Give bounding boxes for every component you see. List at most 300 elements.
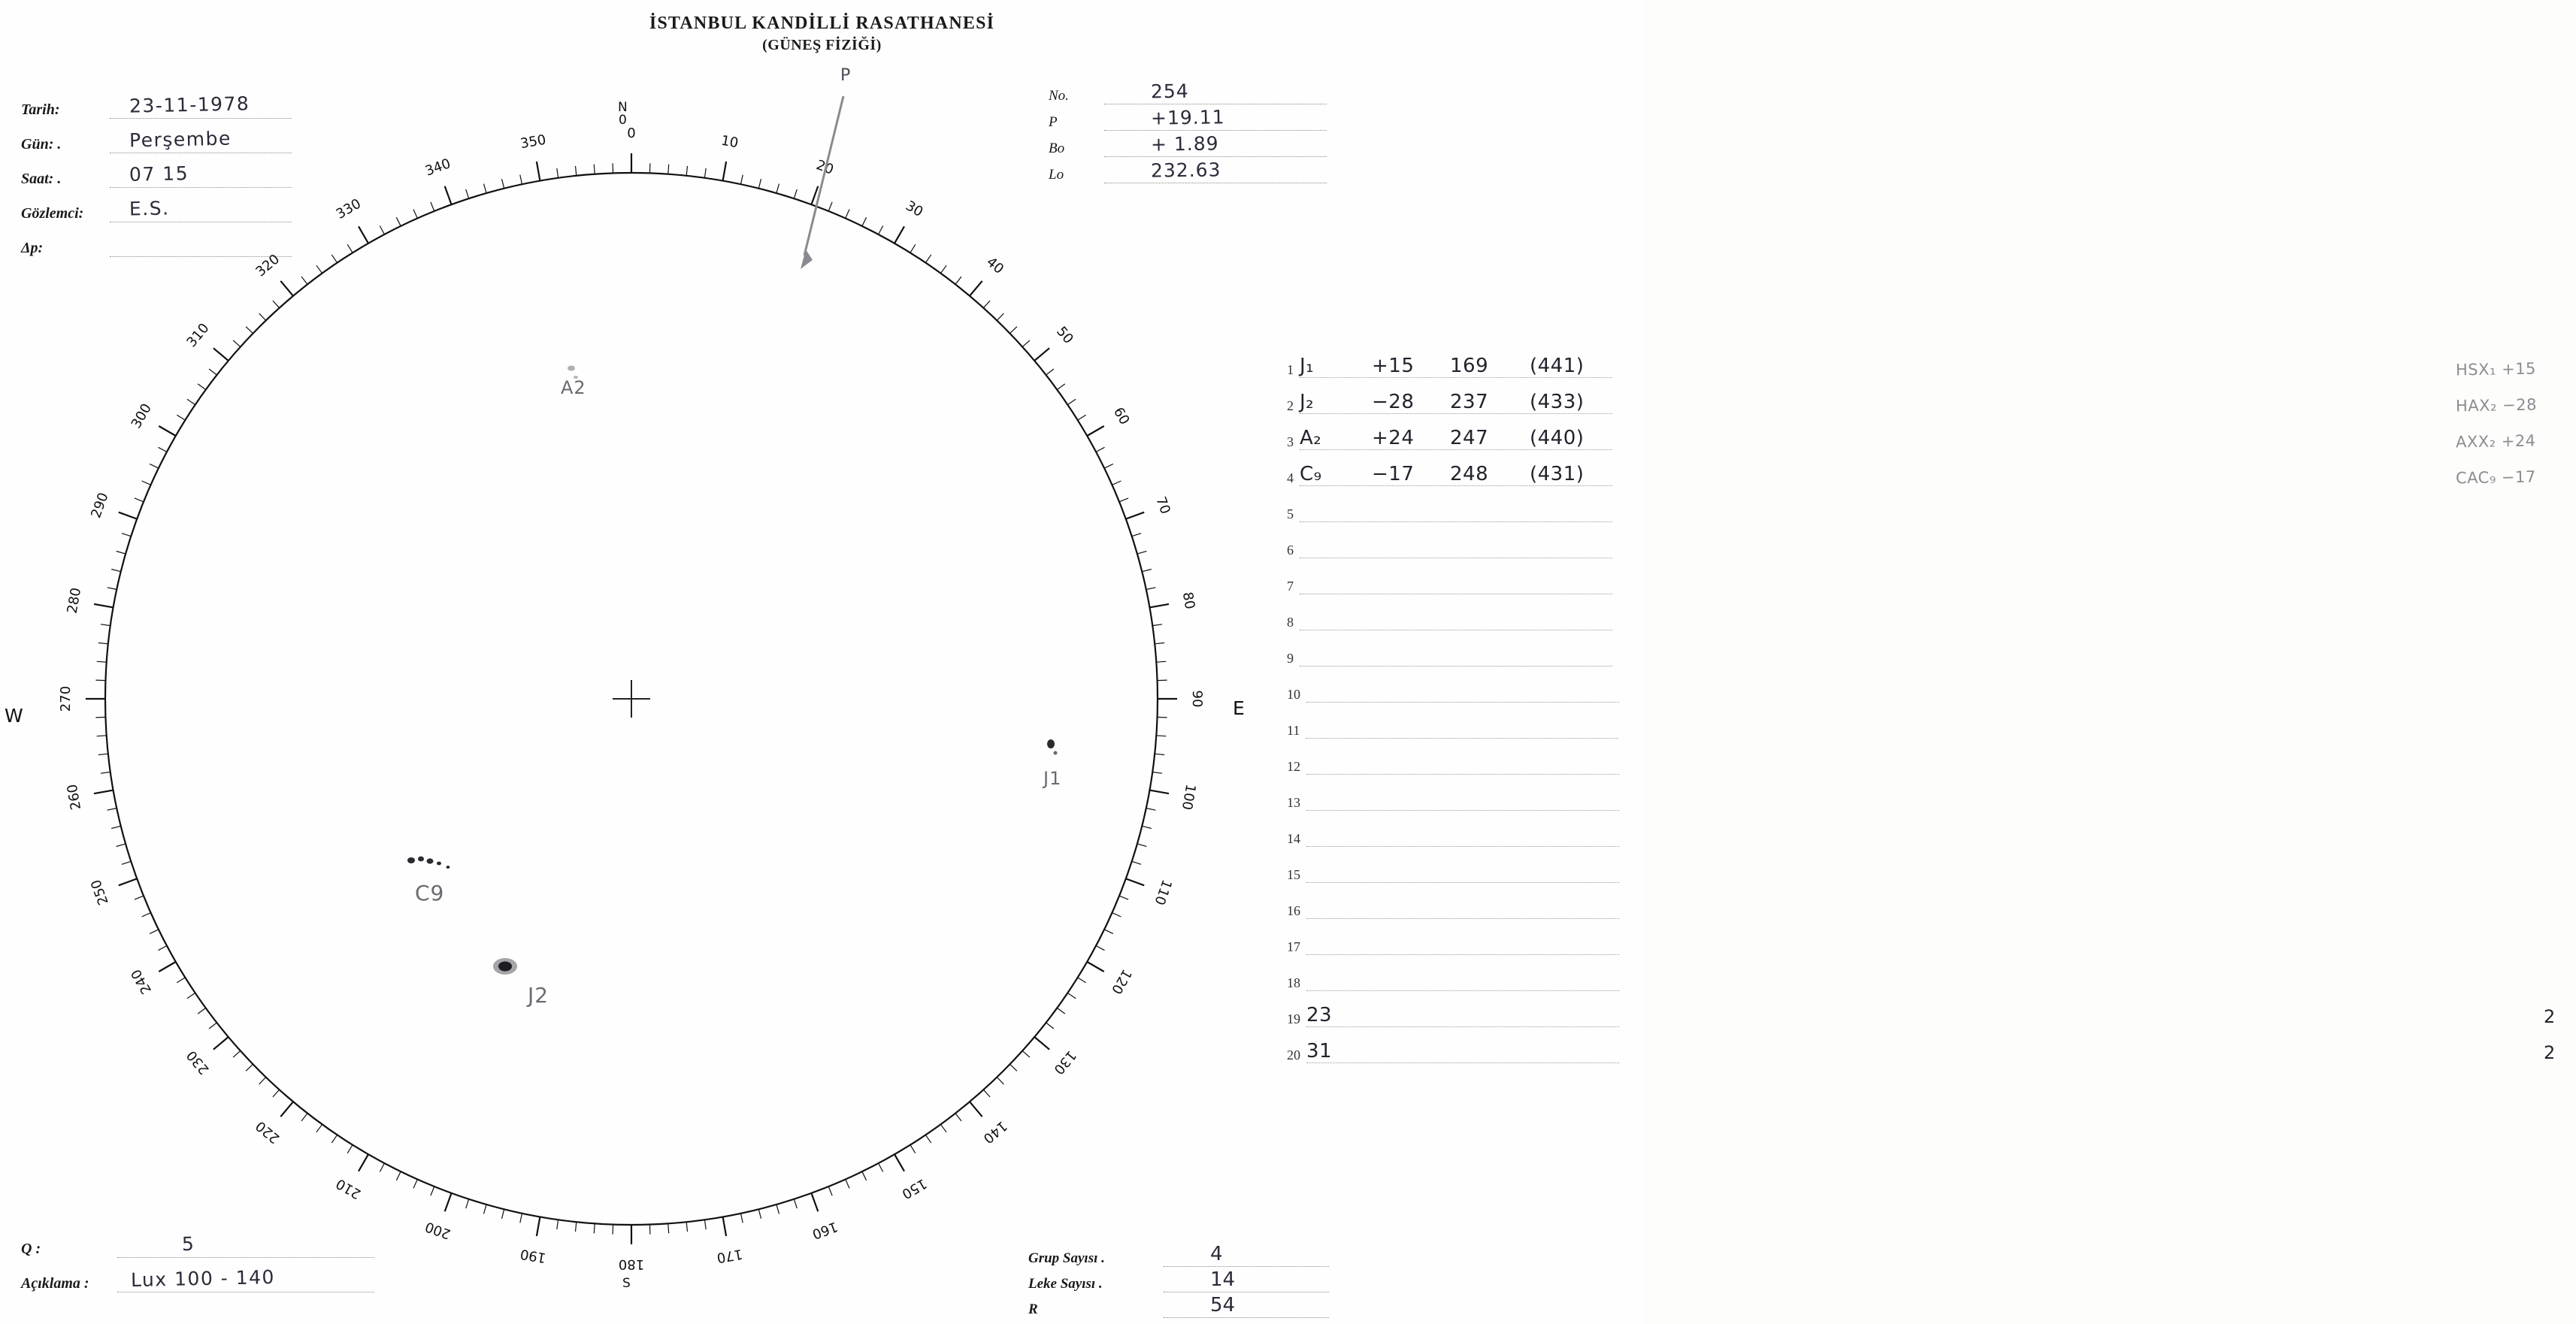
limb-tick bbox=[1152, 772, 1162, 773]
label-bo: Bo bbox=[1049, 141, 1065, 156]
limb-tick bbox=[811, 1193, 818, 1211]
limb-tick bbox=[502, 179, 504, 189]
limb-tick bbox=[246, 327, 253, 334]
row-classification-code: HSX₁ +15 bbox=[2455, 359, 2537, 379]
limb-tick bbox=[894, 226, 904, 243]
limb-tick bbox=[187, 399, 195, 404]
solar-disc-svg bbox=[45, 113, 1218, 1285]
title-subtitle: (GÜNEŞ FİZİĞİ) bbox=[762, 37, 882, 53]
row-number: 5 bbox=[1287, 506, 1294, 521]
limb-tick bbox=[794, 189, 797, 198]
limb-tick bbox=[316, 1124, 322, 1132]
row-cells[interactable] bbox=[1300, 527, 1612, 558]
limb-tick-label: 310 bbox=[183, 320, 213, 351]
limb-tick-label: 190 bbox=[519, 1245, 548, 1266]
label-q: Q : bbox=[21, 1241, 41, 1257]
limb-tick bbox=[142, 913, 151, 917]
cell-name: J₁ bbox=[1300, 355, 1315, 377]
limb-tick bbox=[413, 210, 417, 219]
limb-tick bbox=[776, 184, 779, 194]
table-row[interactable] bbox=[1287, 739, 1610, 775]
table-row[interactable] bbox=[1287, 558, 1610, 594]
row-number: 13 bbox=[1287, 795, 1300, 810]
sunspot-group-j1 bbox=[1047, 739, 1058, 755]
limb-tick-label: 10 bbox=[719, 132, 740, 152]
table-row[interactable] bbox=[1287, 955, 1610, 991]
limb-tick bbox=[122, 534, 131, 537]
row-cells[interactable] bbox=[1300, 419, 1612, 450]
limb-tick bbox=[594, 1223, 595, 1233]
limb-tick bbox=[704, 168, 706, 178]
quality-form bbox=[21, 1223, 374, 1292]
limb-tick bbox=[97, 661, 107, 662]
limb-tick-label: 210 bbox=[333, 1175, 364, 1202]
row-cells[interactable] bbox=[1300, 347, 1612, 378]
limb-tick bbox=[1146, 809, 1156, 811]
row-cells[interactable] bbox=[1306, 780, 1619, 811]
limb-tick-label: 50 bbox=[1053, 323, 1076, 347]
table-row[interactable] bbox=[1287, 594, 1610, 630]
table-row[interactable] bbox=[1287, 919, 1610, 955]
value-gozlemci-text: E.S. bbox=[129, 197, 170, 220]
limb-tick bbox=[1126, 878, 1144, 885]
limb-tick bbox=[1132, 534, 1141, 537]
limb-tick bbox=[107, 588, 117, 590]
cell-lon: 237 bbox=[1450, 391, 1489, 413]
limb-tick bbox=[198, 1008, 206, 1014]
limb-tick bbox=[1022, 340, 1030, 347]
limb-tick bbox=[576, 166, 577, 176]
limb-tick bbox=[1158, 717, 1167, 718]
west-marker bbox=[5, 705, 23, 727]
limb-tick bbox=[431, 202, 434, 211]
east-marker bbox=[1233, 697, 1245, 719]
limb-tick bbox=[1104, 930, 1113, 934]
limb-tick-label: 240 bbox=[128, 966, 155, 997]
value-aciklama[interactable] bbox=[117, 1266, 374, 1292]
limb-tick bbox=[177, 978, 185, 983]
limb-tick bbox=[316, 265, 322, 274]
limb-tick bbox=[649, 163, 650, 173]
limb-tick bbox=[1112, 481, 1122, 485]
value-no-text: 254 bbox=[1150, 80, 1189, 103]
cell-lon: 247 bbox=[1450, 427, 1489, 449]
value-tarih-text: 23-11-1978 bbox=[129, 92, 250, 117]
limb-tick bbox=[111, 826, 121, 828]
row-cells[interactable] bbox=[1306, 708, 1618, 739]
limb-tick bbox=[1104, 464, 1113, 468]
row-number: 2 bbox=[1287, 398, 1294, 413]
row-cells[interactable] bbox=[1300, 491, 1612, 522]
spot-label-j1: J1 bbox=[1043, 768, 1062, 789]
limb-tick-label: 330 bbox=[333, 195, 364, 222]
row-cells[interactable] bbox=[1306, 744, 1619, 775]
row-number: 8 bbox=[1287, 615, 1294, 630]
limb-tick bbox=[198, 384, 206, 390]
cell-val: +15 bbox=[1372, 355, 1415, 377]
field-leke-sayisi[interactable] bbox=[1028, 1267, 1329, 1292]
limb-tick bbox=[259, 313, 266, 320]
page-title bbox=[0, 14, 1644, 54]
limb-tick bbox=[741, 1214, 743, 1223]
limb-tick bbox=[119, 512, 137, 519]
limb-tick bbox=[925, 255, 931, 263]
limb-tick bbox=[1010, 1064, 1017, 1071]
limb-tick bbox=[213, 1037, 229, 1050]
limb-tick-label: 0 bbox=[627, 125, 636, 141]
limb-tick bbox=[758, 1209, 761, 1219]
limb-tick-label: 40 bbox=[983, 254, 1007, 277]
limb-tick bbox=[413, 1180, 417, 1189]
limb-tick bbox=[119, 878, 137, 885]
limb-tick bbox=[484, 1205, 487, 1214]
limb-tick-label: 70 bbox=[1152, 494, 1173, 516]
limb-tick-label: 90 bbox=[1189, 690, 1205, 708]
limb-tick-label: 230 bbox=[183, 1047, 213, 1078]
limb-tick bbox=[111, 570, 121, 572]
limb-tick bbox=[466, 1199, 469, 1208]
limb-tick bbox=[723, 162, 727, 181]
table-row[interactable] bbox=[1287, 991, 2556, 1027]
spot-label-a2: A2 bbox=[561, 377, 586, 398]
limb-tick bbox=[668, 165, 669, 174]
value-gun-text: Perşembe bbox=[129, 127, 232, 152]
limb-tick bbox=[925, 1135, 931, 1143]
row-cells[interactable] bbox=[1300, 600, 1612, 630]
table-row[interactable] bbox=[1287, 883, 1610, 919]
limb-tick bbox=[177, 415, 185, 420]
limb-tick bbox=[1149, 604, 1169, 608]
row-number: 10 bbox=[1287, 687, 1300, 702]
limb-tick bbox=[1078, 978, 1086, 983]
limb-tick bbox=[1137, 844, 1147, 847]
south-label: S bbox=[622, 1276, 631, 1291]
limb-tick bbox=[396, 217, 401, 226]
table-row[interactable] bbox=[1287, 450, 2536, 488]
limb-tick bbox=[187, 993, 195, 998]
cell-area: (440) bbox=[1530, 427, 1585, 449]
limb-tick bbox=[396, 1171, 401, 1180]
limb-tick bbox=[758, 179, 761, 189]
row-number: 16 bbox=[1287, 903, 1300, 918]
limb-tick-label: 80 bbox=[1179, 591, 1198, 611]
p-axis-text: P bbox=[840, 66, 851, 85]
limb-tick bbox=[135, 498, 144, 502]
label-leke-sayisi: Leke Sayısı . bbox=[1028, 1276, 1103, 1292]
limb-tick-label: 20 bbox=[814, 157, 836, 178]
cell-area: (431) bbox=[1530, 463, 1585, 485]
limb-tick bbox=[347, 1145, 353, 1153]
limb-tick bbox=[1132, 861, 1141, 864]
limb-tick bbox=[94, 604, 114, 608]
limb-tick bbox=[246, 1064, 253, 1071]
value-r[interactable] bbox=[1164, 1295, 1329, 1318]
table-row[interactable] bbox=[1287, 342, 2537, 379]
limb-tick-label: 60 bbox=[1109, 404, 1133, 428]
limb-tick bbox=[1119, 896, 1128, 899]
field-no[interactable] bbox=[1049, 78, 1327, 104]
limb-tick-label: 140 bbox=[979, 1117, 1010, 1147]
limb-tick bbox=[997, 1078, 1003, 1084]
limb-tick bbox=[159, 447, 167, 452]
limb-tick bbox=[1010, 327, 1017, 334]
row-cells[interactable] bbox=[1306, 672, 1619, 703]
row-prefix-count: 2 bbox=[2544, 1006, 2556, 1027]
row-cells[interactable] bbox=[1300, 636, 1612, 667]
limb-tick bbox=[910, 244, 916, 252]
limb-tick bbox=[150, 464, 159, 468]
row-number: 6 bbox=[1287, 543, 1294, 558]
value-lo-text: 232.63 bbox=[1150, 159, 1221, 182]
limb-tick bbox=[649, 1225, 650, 1235]
row-cells[interactable] bbox=[1300, 564, 1612, 594]
limb-tick-label: 270 bbox=[58, 685, 74, 712]
limb-tick-label: 130 bbox=[1050, 1047, 1079, 1078]
label-p: P bbox=[1049, 114, 1058, 130]
limb-tick bbox=[686, 166, 687, 176]
limb-tick bbox=[1057, 1008, 1065, 1014]
limb-tick bbox=[1142, 570, 1152, 572]
cell-lon: 169 bbox=[1450, 355, 1489, 377]
label-tarih: Tarih: bbox=[21, 101, 60, 118]
limb-tick bbox=[668, 1223, 669, 1233]
limb-tick bbox=[359, 226, 368, 243]
limb-tick bbox=[970, 1102, 982, 1117]
limb-tick bbox=[159, 426, 176, 436]
table-row[interactable] bbox=[1287, 847, 1610, 883]
label-gun: Gün: . bbox=[21, 136, 62, 153]
row-number: 4 bbox=[1287, 470, 1294, 485]
limb-tick-label: 170 bbox=[715, 1245, 744, 1266]
limb-tick bbox=[445, 1193, 452, 1211]
value-leke-sayisi[interactable] bbox=[1164, 1269, 1329, 1292]
limb-tick bbox=[347, 244, 353, 252]
field-r[interactable] bbox=[1028, 1292, 1329, 1318]
limb-tick bbox=[95, 680, 105, 681]
limb-tick bbox=[122, 861, 131, 864]
value-leke-sayisi-text: 14 bbox=[1210, 1268, 1236, 1291]
row-number: 17 bbox=[1287, 939, 1300, 954]
limb-tick bbox=[209, 1023, 216, 1029]
limb-tick bbox=[117, 552, 126, 555]
value-no[interactable] bbox=[1104, 81, 1327, 104]
label-grup-sayisi: Grup Sayısı . bbox=[1028, 1250, 1105, 1266]
limb-tick bbox=[301, 277, 307, 284]
row-cells[interactable] bbox=[1306, 816, 1619, 847]
limb-tick bbox=[862, 217, 867, 226]
row-cells[interactable] bbox=[1306, 852, 1619, 883]
field-q[interactable] bbox=[21, 1223, 374, 1258]
limb-tick-label: 100 bbox=[1178, 782, 1199, 812]
table-row[interactable] bbox=[1287, 630, 1610, 667]
cell-name: J₂ bbox=[1300, 391, 1315, 413]
limb-tick bbox=[142, 481, 151, 485]
limb-tick bbox=[331, 255, 337, 263]
row-number: 3 bbox=[1287, 434, 1294, 449]
limb-tick bbox=[723, 1217, 727, 1236]
limb-tick-label: 180 bbox=[618, 1256, 645, 1272]
limb-tick bbox=[359, 1154, 368, 1171]
limb-tick bbox=[1078, 415, 1086, 420]
limb-tick bbox=[520, 175, 522, 185]
row-classification-code: CAC₉ −17 bbox=[2455, 467, 2536, 488]
limb-tick bbox=[846, 210, 849, 219]
cell-val: +24 bbox=[1372, 427, 1415, 449]
table-row[interactable] bbox=[1287, 522, 1610, 558]
field-aciklama[interactable] bbox=[21, 1258, 374, 1292]
row-cells[interactable] bbox=[1306, 996, 1619, 1027]
value-aciklama-text: Lux 100 - 140 bbox=[130, 1265, 276, 1292]
row-number: 1 bbox=[1287, 362, 1294, 377]
limb-tick-label: 110 bbox=[1151, 877, 1175, 908]
limb-tick bbox=[576, 1222, 577, 1232]
limb-tick bbox=[117, 844, 126, 847]
value-grup-sayisi-text: 4 bbox=[1210, 1243, 1223, 1265]
limb-tick bbox=[910, 1145, 916, 1153]
limb-tick bbox=[537, 162, 540, 181]
cell-area: (433) bbox=[1530, 391, 1585, 413]
limb-tick bbox=[107, 809, 117, 811]
limb-tick bbox=[594, 165, 595, 174]
limb-tick bbox=[233, 1050, 241, 1057]
limb-tick bbox=[894, 1154, 904, 1171]
row-number: 18 bbox=[1287, 975, 1300, 990]
row-cells[interactable] bbox=[1300, 383, 1612, 414]
limb-tick bbox=[159, 962, 176, 972]
limb-tick bbox=[1137, 552, 1147, 555]
limb-tick bbox=[1034, 348, 1049, 361]
limb-tick-label: 340 bbox=[422, 156, 453, 180]
label-lo: Lo bbox=[1049, 167, 1064, 183]
row-cells[interactable] bbox=[1306, 1032, 1619, 1063]
counts-form bbox=[1028, 1241, 1329, 1318]
limb-tick bbox=[273, 301, 280, 308]
limb-tick bbox=[1046, 369, 1054, 375]
limb-tick bbox=[1022, 1050, 1030, 1057]
table-row[interactable] bbox=[1287, 414, 2536, 452]
limb-tick bbox=[502, 1209, 504, 1219]
row-cells[interactable] bbox=[1306, 888, 1619, 919]
table-row[interactable] bbox=[1287, 1027, 2556, 1063]
sunspot-group-c9 bbox=[407, 857, 450, 869]
limb-tick bbox=[380, 226, 384, 234]
label-r: R bbox=[1028, 1301, 1038, 1317]
limb-tick bbox=[95, 717, 105, 718]
limb-tick bbox=[301, 1114, 307, 1121]
limb-tick bbox=[1156, 661, 1166, 662]
row-number: 19 bbox=[1287, 1011, 1300, 1026]
limb-tick bbox=[828, 1186, 832, 1196]
limb-tick bbox=[259, 1078, 266, 1084]
table-row[interactable] bbox=[1287, 775, 1610, 811]
sunspot-groups-table bbox=[1287, 342, 2556, 1063]
limb-tick bbox=[466, 189, 469, 198]
limb-tick bbox=[686, 1222, 687, 1232]
limb-tick bbox=[537, 1217, 540, 1236]
table-row[interactable] bbox=[1287, 486, 1610, 522]
p-axis-arrow bbox=[801, 96, 843, 269]
solar-disc bbox=[45, 113, 1218, 1285]
limb-tick bbox=[794, 1199, 797, 1208]
cell-val: −17 bbox=[1372, 463, 1415, 485]
limb-tick bbox=[955, 1114, 961, 1121]
label-aciklama: Açıklama : bbox=[21, 1275, 89, 1292]
value-bo-text: + 1.89 bbox=[1150, 132, 1219, 156]
limb-tick-label: 120 bbox=[1108, 966, 1135, 997]
value-saat-text: 07 15 bbox=[129, 162, 189, 186]
disc-center-cross bbox=[613, 680, 650, 718]
limb-tick-label: 300 bbox=[128, 401, 155, 431]
limb-tick-label: 290 bbox=[88, 490, 112, 521]
limb-tick bbox=[431, 1186, 434, 1196]
limb-tick bbox=[1087, 962, 1104, 972]
limb-tick bbox=[557, 168, 558, 178]
limb-tick-label: 150 bbox=[899, 1175, 930, 1202]
field-grup-sayisi[interactable] bbox=[1028, 1241, 1329, 1267]
value-q-text: 5 bbox=[181, 1232, 195, 1256]
limb-tick bbox=[1126, 512, 1144, 519]
limb-tick bbox=[983, 301, 990, 308]
limb-tick bbox=[1067, 399, 1076, 404]
label-saat: Saat: . bbox=[21, 171, 62, 187]
row-number: 15 bbox=[1287, 867, 1300, 882]
limb-tick bbox=[828, 202, 832, 211]
limb-tick bbox=[1155, 643, 1164, 644]
limb-tick bbox=[94, 790, 114, 794]
north-marker: N 0 bbox=[618, 100, 628, 128]
limb-tick-label: 320 bbox=[253, 251, 283, 280]
limb-tick bbox=[98, 643, 108, 644]
limb-tick bbox=[1067, 993, 1076, 998]
limb-tick bbox=[879, 1163, 883, 1171]
limb-tick bbox=[150, 930, 159, 934]
limb-tick bbox=[940, 1124, 946, 1132]
row-cells[interactable] bbox=[1306, 960, 1619, 991]
limb-tick bbox=[955, 277, 961, 284]
limb-tick-label: 250 bbox=[88, 877, 112, 908]
row-number: 11 bbox=[1287, 723, 1300, 738]
limb-tick bbox=[879, 226, 883, 234]
table-row[interactable] bbox=[1287, 667, 1610, 703]
limb-tick bbox=[1034, 1037, 1049, 1050]
limb-tick bbox=[331, 1135, 337, 1143]
limb-tick-label: 280 bbox=[64, 586, 85, 615]
spot-label-c9: C9 bbox=[415, 881, 445, 905]
table-row[interactable] bbox=[1287, 811, 1610, 847]
limb-tick bbox=[209, 369, 216, 375]
limb-tick bbox=[280, 281, 293, 296]
value-q[interactable] bbox=[117, 1232, 374, 1258]
limb-tick bbox=[776, 1205, 779, 1214]
sunspot-group-j2 bbox=[493, 958, 517, 975]
table-row[interactable] bbox=[1287, 378, 2538, 416]
limb-tick bbox=[983, 1090, 990, 1097]
limb-tick bbox=[159, 946, 167, 951]
label-no: No. bbox=[1049, 88, 1069, 104]
limb-tick-label: 30 bbox=[903, 198, 926, 221]
spot-label-j2: J2 bbox=[528, 983, 549, 1008]
row-cells[interactable] bbox=[1306, 924, 1619, 955]
limb-tick bbox=[520, 1214, 522, 1223]
row-cells[interactable] bbox=[1300, 455, 1612, 486]
limb-tick-label: 260 bbox=[64, 782, 85, 812]
limb-tick bbox=[380, 1163, 384, 1171]
limb-tick bbox=[273, 1090, 280, 1097]
value-grup-sayisi[interactable] bbox=[1164, 1244, 1329, 1267]
row-prefix-count: 2 bbox=[2544, 1042, 2556, 1063]
limb-tick bbox=[213, 348, 229, 361]
table-row[interactable] bbox=[1287, 703, 1610, 739]
